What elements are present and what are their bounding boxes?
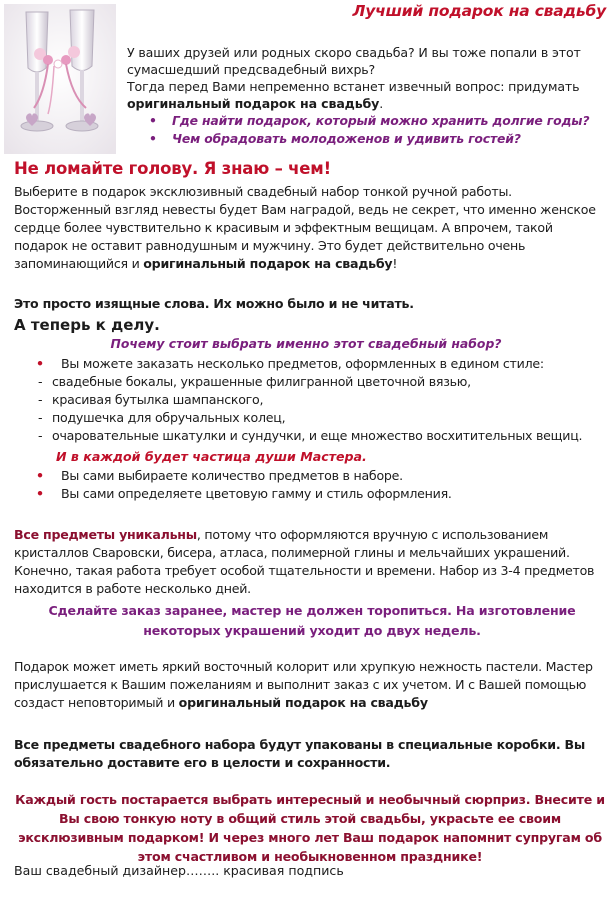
bullet-icon: • — [36, 486, 44, 501]
bullet-icon: • — [36, 468, 44, 483]
intro-bold-phrase: оригинальный подарок на свадьбу — [127, 96, 380, 111]
unique-paragraph: Все предметы уникальны, потому что оформляются вручную с использованием кристаллов Сваровски, бисера, атласа, полимерной глины и мельчайших украшений. Конечно, такая работа требует особой тщательности и времени. Набор из 3-4 предметов находится в работе несколько дней. — [14, 527, 595, 596]
master-note: И в каждой будет частица души Мастера. — [56, 449, 367, 464]
dash-item: - красивая бутылка шампанского, — [38, 392, 264, 407]
dash-item: - свадебные бокалы, украшенные филигранной цветочной вязью, — [38, 374, 471, 389]
paragraph-3: Подарок может иметь яркий восточный колорит или хрупкую нежность пастели. Мастер прислушается к Вашим пожеланиям и выполнит заказ с их учетом. И с Вашей помощью создаст неповторимый и оригинальный подарок на свадьбу — [14, 659, 593, 710]
intro-block — [127, 44, 605, 148]
closing-paragraph: Каждый гость постарается выбрать интересный и необычный сюрприз. Внесите и Вы свою тонкую ноту в общий стиль этой свадьбы, украсьте ее своим эксклюзивным подарком! И через много лет Ваш подарок напомнит супругам об этом счастливом и необыкновенном празднике! — [15, 792, 605, 864]
headline: Не ломайте голову. Я знаю – чем! — [14, 159, 331, 178]
bullet-item: • Вы сами определяете цветовую гамму и стиль оформления. — [36, 486, 452, 501]
signature-line: Ваш свадебный дизайнер…….. красивая подпись — [14, 863, 344, 878]
bullet-list-secondary — [36, 467, 606, 503]
bullet-icon: • — [149, 131, 157, 146]
bullet-list-main — [36, 355, 606, 373]
question-item: • Чем обрадовать молодоженов и удивить гостей? — [149, 131, 521, 146]
page-title: Лучший подарок на свадьбу — [352, 2, 606, 20]
intro-line-2: Тогда перед Вами непременно встанет извечный вопрос: придумать оригинальный подарок на свадьбу. — [127, 79, 580, 111]
dash-item: - подушечка для обручальных колец, — [38, 410, 286, 425]
bullet-item: • Вы сами выбираете количество предметов в наборе. — [36, 468, 403, 483]
packaging-note: Все предметы свадебного набора будут упакованы в специальные коробки. Вы обязательно доставите его в целости и сохранности. — [14, 737, 586, 770]
paragraph-1: Выберите в подарок эксклюзивный свадебный набор тонкой ручной работы. Восторженный взгляд невесты будет Вам наградой, ведь не секрет, что именно женское сердце более чувствительно к красивым и эффектным вещицам. А впрочем, такой подарок не оставит равнодушным и мужчину. Это будет действительно очень запоминающийся и оригинальный подарок на свадьбу! — [14, 184, 596, 271]
question-item: • Где найти подарок, который можно хранить долгие годы? — [149, 113, 590, 128]
why-subheading: Почему стоит выбрать именно этот свадебный набор? — [110, 336, 502, 351]
wedding-glasses-photo — [4, 4, 116, 154]
intro-line-1: У ваших друзей или родных скоро свадьба? И вы тоже попали в этот сумасшедший предсвадебный вихрь? — [127, 45, 581, 77]
bullet-icon: • — [149, 113, 157, 128]
question-list — [127, 112, 605, 148]
note-text: Это просто изящные слова. Их можно было и не читать. — [14, 296, 414, 311]
dash-list — [38, 373, 608, 445]
dash-item: - очаровательные шкатулки и сундучки, и еще множество восхитительных вещиц. — [38, 428, 583, 443]
unique-bold: Все предметы уникальны — [14, 527, 197, 542]
order-advance-note: Сделайте заказ заранее, мастер не должен торопиться. На изготовление некоторых украшений уходит до двух недель. — [48, 603, 576, 638]
bullet-icon: • — [36, 356, 44, 371]
section-heading: А теперь к делу. — [14, 316, 160, 334]
bullet-item: • Вы можете заказать несколько предметов, оформленных в едином стиле: — [36, 356, 544, 371]
